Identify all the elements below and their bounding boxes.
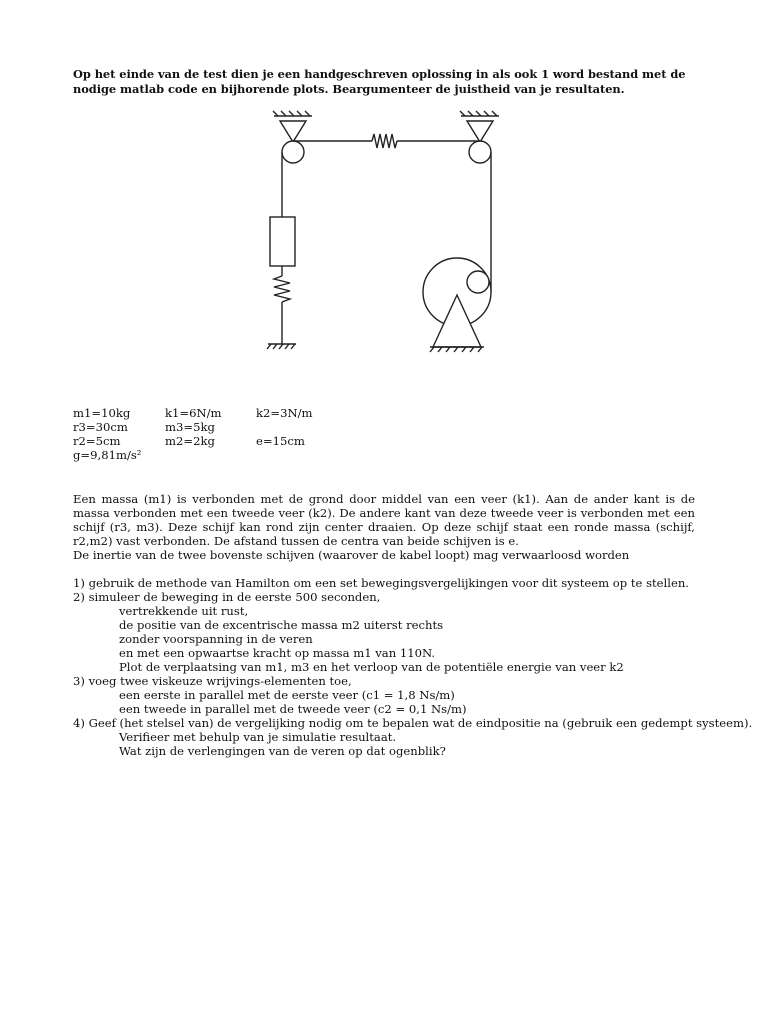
param-g: g=9,81m/s²: [73, 448, 142, 462]
description-note: De inertie van de twee bovenste schijven (waarover de kabel loopt) mag verwaarloosd worden: [73, 548, 630, 562]
question-2: 2) simuleer de beweging in de eerste 500 seconden,: [73, 590, 381, 604]
left-pulley-support: [273, 111, 312, 163]
question-2-item: Plot de verplaatsing van m1, m3 en het verloop van de potentiële energie van veer k2: [119, 660, 624, 674]
param-m1: m1=10kg: [73, 406, 131, 420]
question-2-item: de positie van de excentrische massa m2 uiterst rechts: [119, 618, 444, 632]
question-2-item: vertrekkende uit rust,: [119, 604, 249, 618]
question-2-item: en met een opwaartse kracht op massa m1 van 110N.: [119, 646, 436, 660]
question-4-item: Wat zijn de verlengingen van de veren op dat ogenblik?: [119, 744, 446, 758]
mechanism-diagram: [240, 104, 530, 360]
instructions-paragraph: Op het einde van de test dien je een handgeschreven oplossing in als ook 1 word bestand met de nodige matlab code en bijhorende plots. Beargumenteer de juistheid van je resultaten.: [73, 67, 686, 96]
system-description: [73, 492, 695, 562]
parameter-list: [73, 406, 693, 462]
param-empty: [165, 448, 256, 462]
question-list: [73, 576, 753, 758]
param-r3: r3=30cm: [73, 420, 128, 434]
description-paragraph: Een massa (m1) is verbonden met de grond door middel van een veer (k1). Aan de ander kant is de massa verbonden met een tweede veer (k2). De andere kant van deze tweede veer is verbonden met een schijf (r3, m3). Deze schijf kan rond zijn center draaien. Op deze schijf staat een ronde massa (schijf, r2,m2) vast verbonden. De afstand tussen de centra van beide schijven is e.: [73, 492, 695, 548]
param-k2: k2=3N/m: [256, 406, 313, 420]
disk-m3-with-eccentric-mass-m2: [423, 258, 491, 352]
param-e: e=15cm: [256, 434, 305, 448]
param-empty: [256, 448, 456, 462]
right-pulley-support: [460, 111, 499, 163]
question-3-item: een tweede in parallel met de tweede veer (c2 = 0,1 Ns/m): [119, 702, 467, 716]
param-m2: m2=2kg: [165, 434, 215, 448]
question-3-item: een eerste in parallel met de eerste veer (c1 = 1,8 Ns/m): [119, 688, 455, 702]
param-empty: [256, 420, 456, 434]
question-3: 3) voeg twee viskeuze wrijvings-elementen toe,: [73, 674, 352, 688]
param-row: [73, 420, 693, 434]
param-row: [73, 434, 693, 448]
mass-m1-spring-k1: [267, 152, 296, 349]
param-r2: r2=5cm: [73, 434, 121, 448]
question-1: 1) gebruik de methode van Hamilton om een set bewegingsvergelijkingen voor dit systeem op te stellen.: [73, 576, 689, 590]
question-4-item: Verifieer met behulp van je simulatie resultaat.: [119, 730, 397, 744]
param-row: [73, 448, 693, 462]
param-k1: k1=6N/m: [165, 406, 222, 420]
param-row: [73, 406, 693, 420]
question-4: 4) Geef (het stelsel van) de vergelijking nodig om te bepalen wat de eindpositie na (gebruik een gedempt systeem).: [73, 716, 753, 730]
question-2-item: zonder voorspanning in de veren: [119, 632, 313, 646]
spring-k2: [293, 134, 480, 148]
param-m3: m3=5kg: [165, 420, 215, 434]
